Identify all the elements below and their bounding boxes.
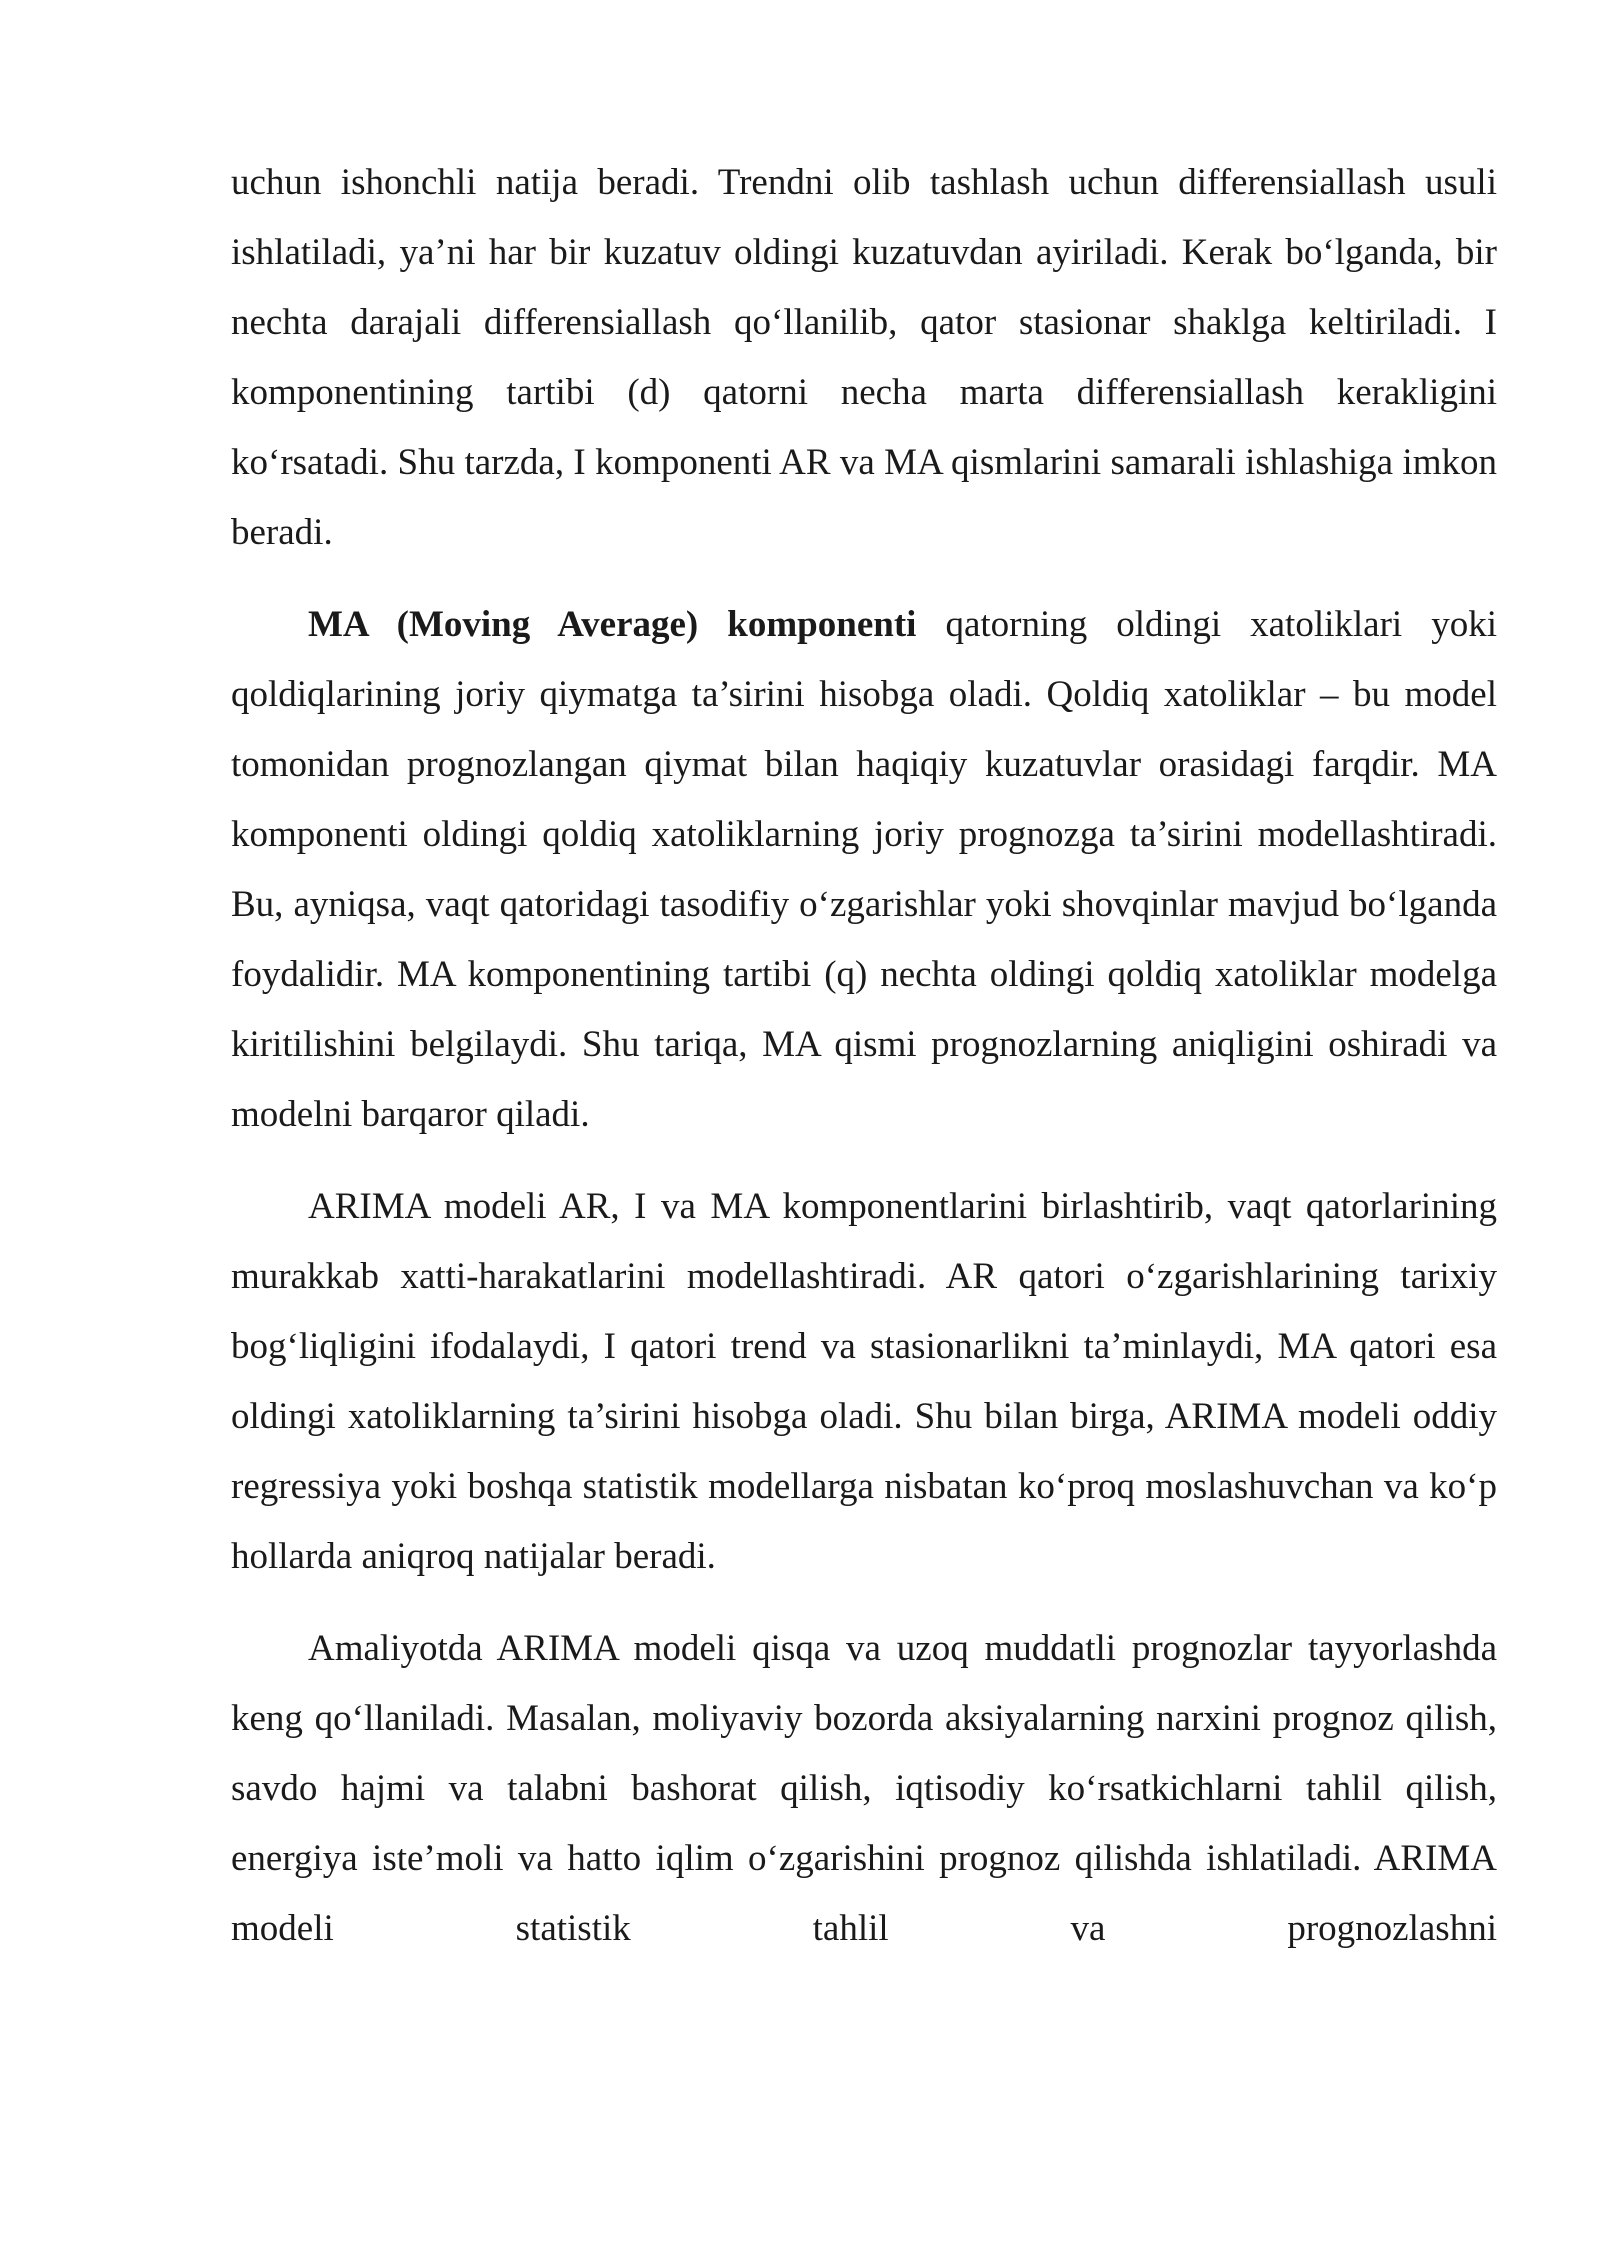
paragraph-text: qatorning oldingi xatoliklari yoki qoldiqlarining joriy qiymatga ta’sirini hisobga oladi. Qoldiq xatoliklar – bu model tomonidan prognozlangan qiymat bilan haqiqiy kuzatuvlar orasidagi farqdir. MA komponenti oldingi qoldiq xatoliklarning joriy prognozga ta’sirini modellashtiradi. Bu, ayniqsa, vaqt qatoridagi tasodifiy o‘zgarishlar yoki shovqinlar mavjud bo‘lganda foydalidir. MA komponentining tartibi (q) nechta oldingi qoldiq xatoliklar modelga kiritilishini belgilaydi. Shu tariqa, MA qismi prognozlarning aniqligini oshiradi va modelni barqaror qiladi. (231, 604, 1497, 1135)
paragraph-differencing (231, 148, 1497, 568)
paragraph-text: ARIMA modeli AR, I va MA komponentlarini birlashtirib, vaqt qatorlarining murakkab xatti-harakatlarini modellashtiradi. AR qatori o‘zgarishlarining tarixiy bog‘liqligini ifodalaydi, I qatori trend va stasionarlikni ta’minlaydi, MA qatori esa oldingi xatoliklarning ta’sirini hisobga oladi. Shu bilan birga, ARIMA modeli oddiy regressiya yoki boshqa statistik modellarga nisbatan ko‘proq moslashuvchan va ko‘p hollarda aniqroq natijalar beradi. (231, 1186, 1497, 1577)
paragraph-text: uchun ishonchli natija beradi. Trendni olib tashlash uchun differensiallash usuli ishlatiladi, ya’ni har bir kuzatuv oldingi kuzatuvdan ayiriladi. Kerak bo‘lganda, bir nechta darajali differensiallash qo‘llanilib, qator stasionar shaklga keltiriladi. I komponentining tartibi (d) qatorni necha marta differensiallash kerakligini ko‘rsatadi. Shu tarzda, I komponenti AR va MA qismlarini samarali ishlashiga imkon beradi. (231, 162, 1497, 553)
document-page (231, 148, 1497, 1986)
paragraph-text: Amaliyotda ARIMA modeli qisqa va uzoq muddatli prognozlar tayyorlashda keng qo‘llaniladi. Masalan, moliyaviy bozorda aksiyalarning narxini prognoz qilish, savdo hajmi va talabni bashorat qilish, iqtisodiy ko‘rsatkichlarni tahlil qilish, energiya iste’moli va hatto iqlim o‘zgarishini prognoz qilishda ishlatiladi. ARIMA modeli statistik tahlil va prognozlashni (231, 1628, 1497, 1949)
paragraph-arima-practice (231, 1614, 1497, 1964)
paragraph-ma-component (231, 590, 1497, 1150)
paragraph-bold-lead: MA (Moving Average) komponenti (308, 604, 917, 645)
paragraph-arima-combination (231, 1172, 1497, 1592)
